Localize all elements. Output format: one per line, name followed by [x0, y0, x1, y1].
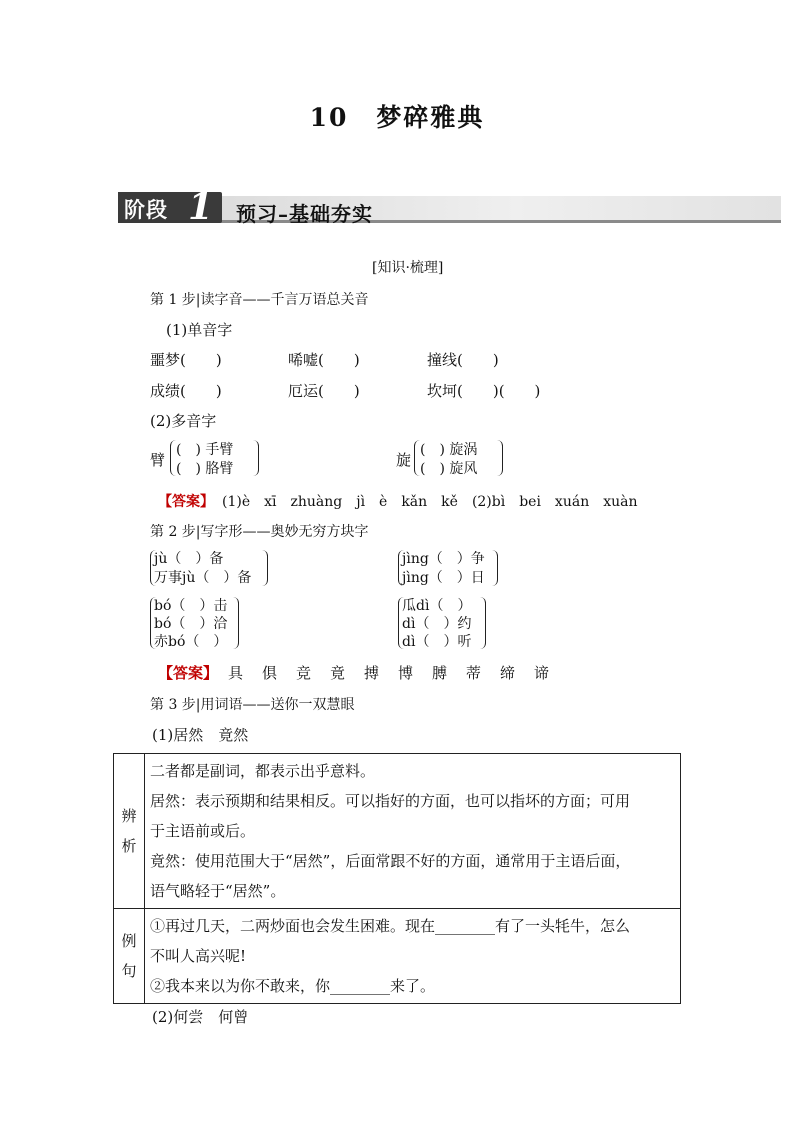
- polyphone-char-xuan: 旋: [396, 451, 412, 469]
- single-char-item: 噩梦( ): [150, 351, 222, 369]
- glyph-item: jìng（ ）争: [402, 551, 485, 567]
- single-char-item: 坎坷( )( ): [427, 382, 541, 400]
- word-analysis-table: [113, 753, 681, 1004]
- glyph-item: jù（ ）备: [154, 551, 224, 567]
- banner-title: 预习–基础夯实: [236, 202, 373, 226]
- brace: [480, 597, 486, 649]
- word-pair-2: (2)何尝 何曾: [152, 1008, 249, 1026]
- table-label: 例 句: [114, 909, 145, 1004]
- step1-heading: 第 1 步|读字音——千言万语总关音: [150, 292, 369, 308]
- multi-char-label: (2)多音字: [150, 412, 217, 430]
- single-char-label: (1)单音字: [166, 321, 233, 339]
- answer-block: 【答案】 具 俱 竞 竟 搏 博 膊 蒂 缔 谛: [158, 664, 552, 682]
- polyphone-item: ( ) 旋风: [420, 461, 478, 477]
- table-cell: 二者都是副词，都表示出乎意料。 居然：表示预期和结果相反。可以指好的方面，也可以指坏的方面；可用 于主语前或后。 竟然：使用范围大于“居然”，后面常跟不好的方面，通常用于主语后面， 语气略轻于“居然”。: [145, 754, 681, 909]
- section-subtitle: [知识·梳理]: [372, 260, 444, 276]
- single-char-item: 成绩( ): [150, 382, 222, 400]
- step3-heading: 第 3 步|用词语——送你一双慧眼: [150, 697, 355, 713]
- brace: [497, 440, 503, 476]
- glyph-item: dì（ ）约: [402, 616, 472, 632]
- answer-block: 【答案】 (1)è xī zhuàng jì è kǎn kě (2)bì bei xuán xuàn: [158, 494, 638, 510]
- step2-heading: 第 2 步|写字形——奥妙无穷方块字: [150, 524, 369, 540]
- polyphone-char-bi: 臂: [150, 451, 166, 469]
- glyph-item: 瓜dì（ ）: [402, 598, 472, 614]
- table-label: 辨 析: [114, 754, 145, 909]
- polyphone-item: ( ) 旋涡: [420, 442, 478, 458]
- glyph-item: 万事jù（ ）备: [154, 570, 252, 586]
- single-char-item: 唏嘘( ): [288, 351, 360, 369]
- single-char-item: 撞线( ): [427, 351, 499, 369]
- polyphone-item: ( ) 手臂: [176, 442, 234, 458]
- table-row: [114, 754, 681, 909]
- glyph-item: dì（ ）听: [402, 634, 472, 650]
- glyph-item: jìng（ ）日: [402, 570, 485, 586]
- brace: [262, 550, 268, 586]
- polyphone-item: ( ) 胳臂: [176, 461, 234, 477]
- banner-tag: 阶段 1: [118, 192, 222, 223]
- glyph-item: 赤bó（ ）: [154, 634, 228, 650]
- brace: [253, 440, 259, 476]
- table-cell: ①再过几天，二两炒面也会发生困难。现在________有了一头牦牛，怎么 不叫人高兴呢! ②我本来以为你不敢来，你________来了。: [145, 909, 681, 1004]
- brace: [233, 597, 239, 649]
- glyph-item: bó（ ）洽: [154, 616, 228, 632]
- stage-banner: [118, 186, 781, 228]
- single-char-item: 厄运( ): [288, 382, 360, 400]
- table-row: [114, 909, 681, 1004]
- page-title: 10 梦碎雅典: [309, 103, 485, 132]
- glyph-item: bó（ ）击: [154, 598, 228, 614]
- word-pair-1: (1)居然 竟然: [152, 726, 249, 744]
- brace: [492, 550, 498, 586]
